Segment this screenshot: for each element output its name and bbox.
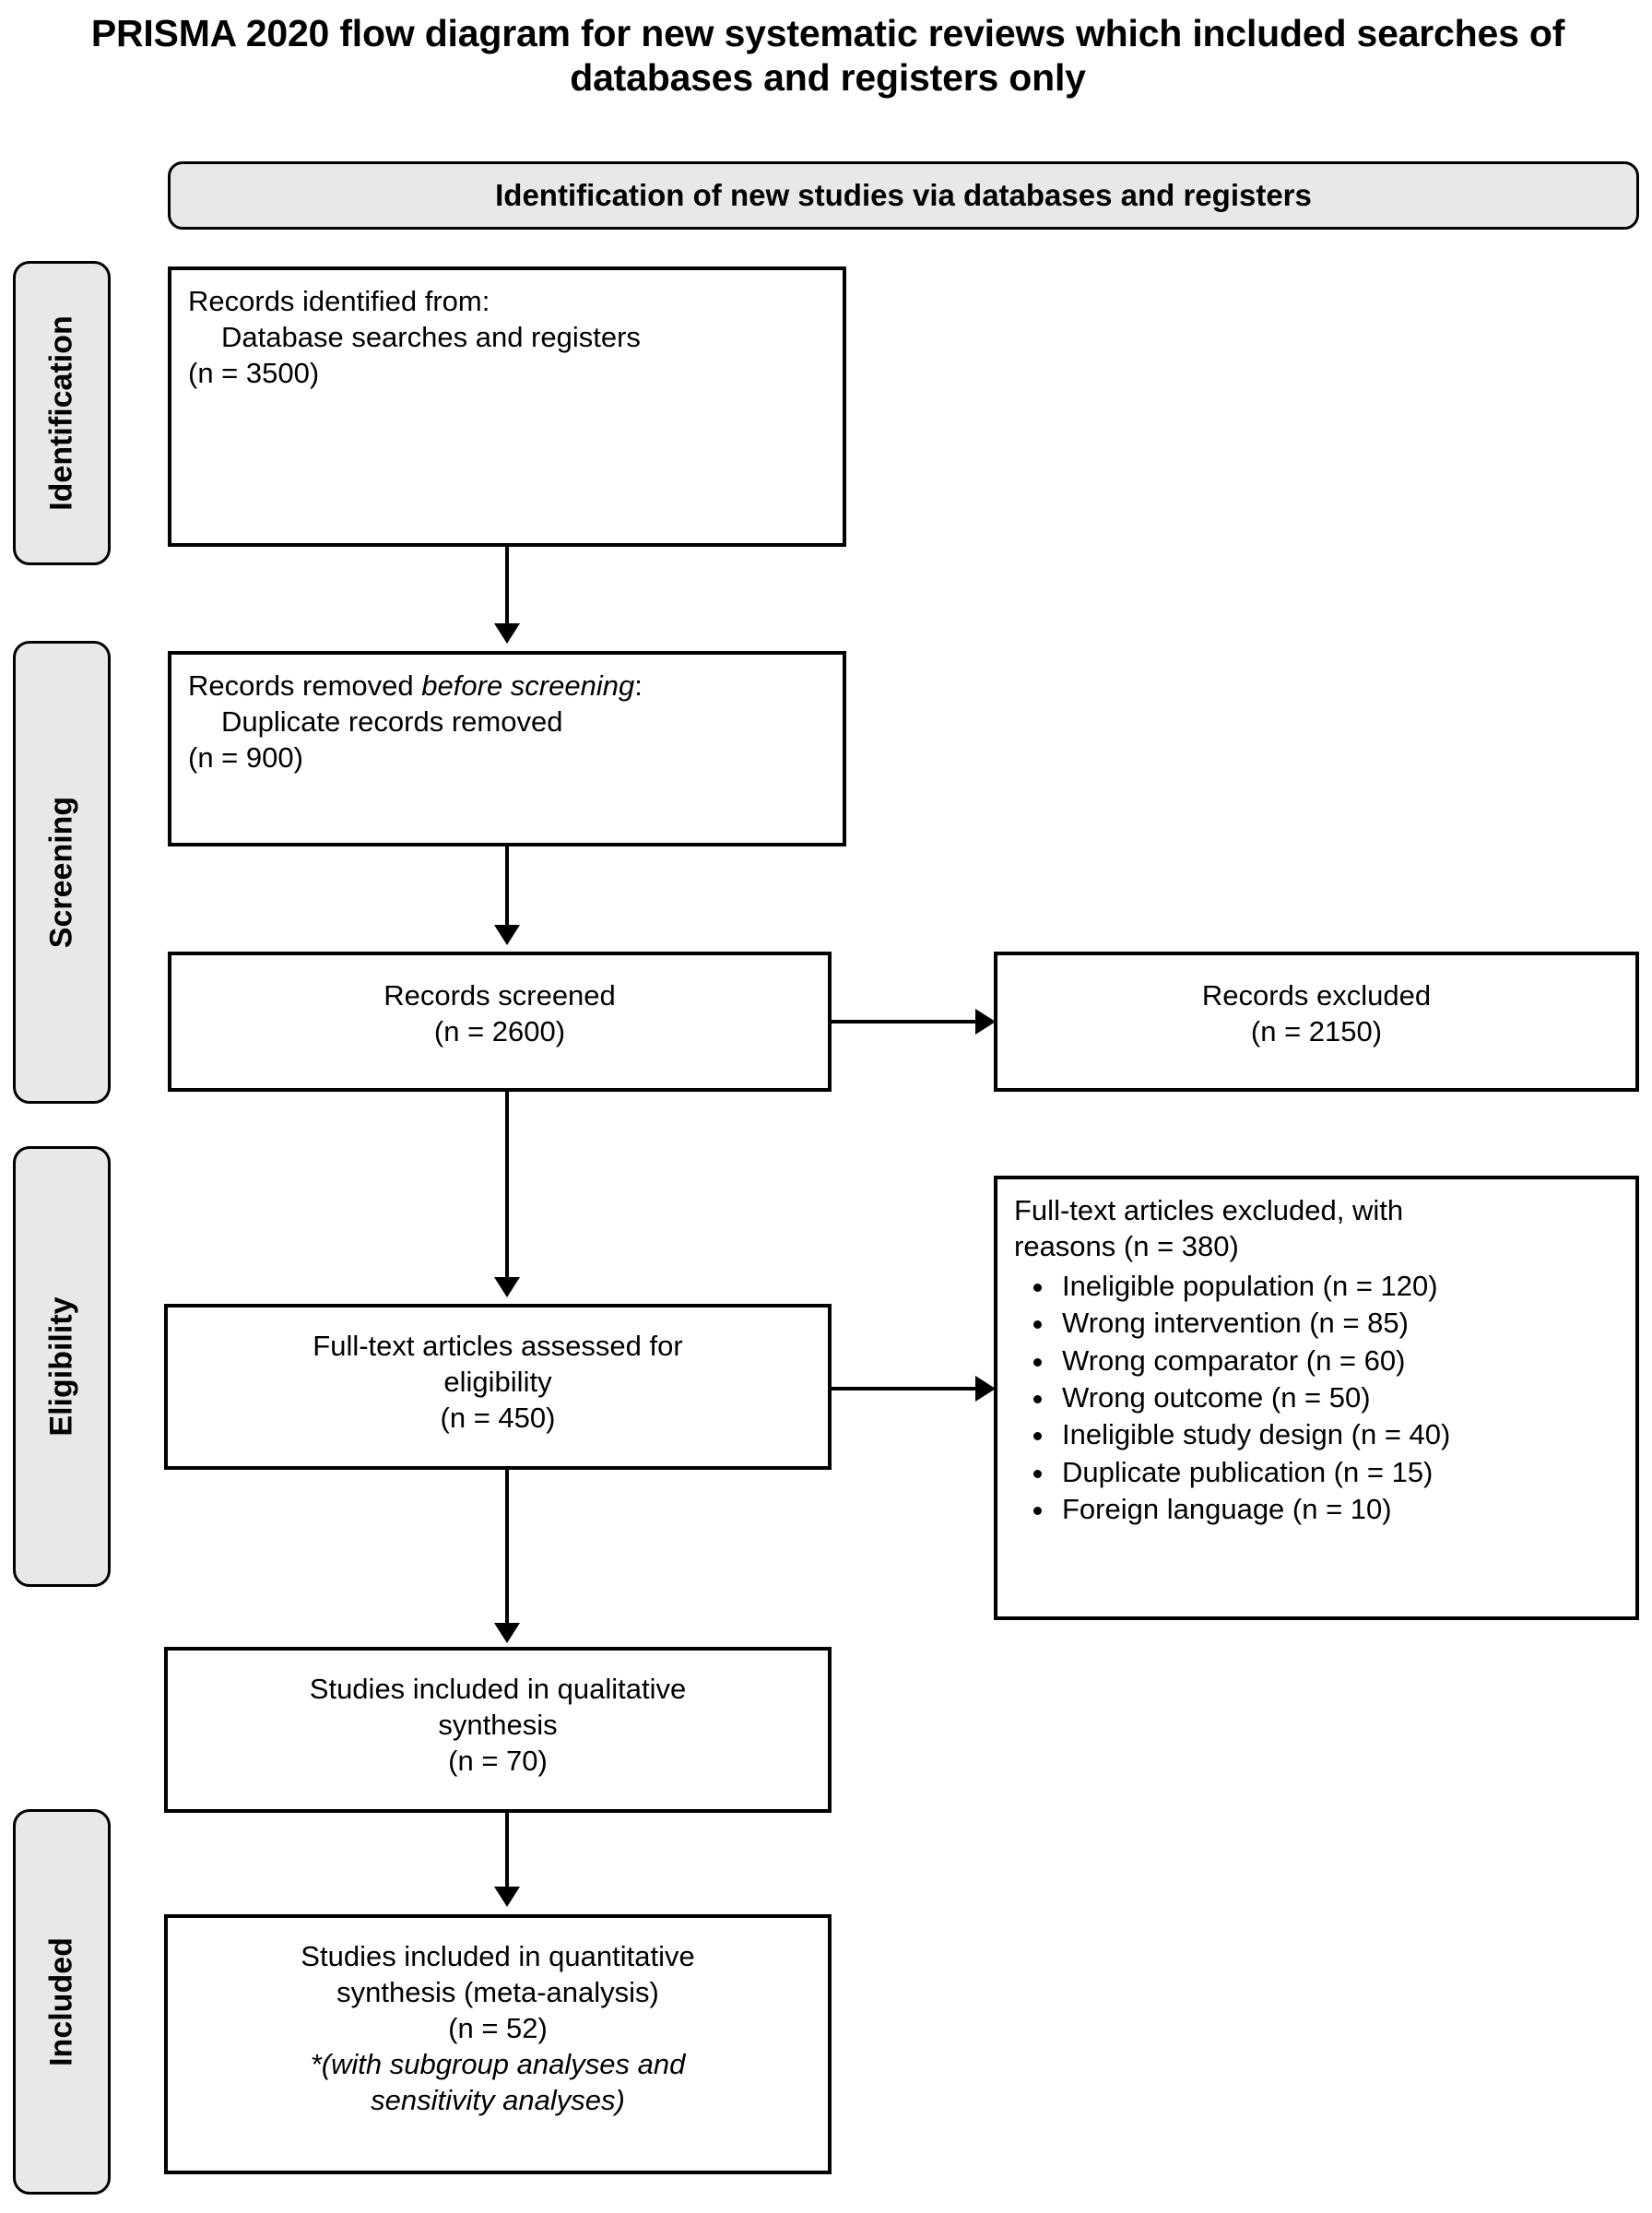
quantitative-line-2: synthesis (meta-analysis) bbox=[336, 1976, 659, 2009]
arrowhead-screened-to-excluded bbox=[975, 1009, 996, 1035]
quantitative-line-4: *(with subgroup analyses and bbox=[310, 2048, 686, 2081]
stage-label-screening bbox=[13, 641, 111, 1104]
records-removed-line-3: (n = 900) bbox=[188, 741, 303, 775]
arrowhead-fulltext-to-excluded bbox=[975, 1376, 996, 1402]
box-quantitative-synthesis bbox=[164, 1914, 832, 2174]
arrowhead-qualitative-to-quantitative bbox=[494, 1887, 520, 1907]
section-header-identification-text: Identification of new studies via databases and registers bbox=[495, 178, 1312, 212]
stage-label-included-text: Included bbox=[43, 1937, 79, 2066]
box-records-excluded bbox=[994, 952, 1639, 1092]
box-records-removed bbox=[168, 651, 846, 846]
qualitative-line-1: Studies included in qualitative bbox=[309, 1673, 687, 1705]
arrowhead-removed-to-screened bbox=[494, 925, 520, 945]
quantitative-line-5: sensitivity analyses) bbox=[371, 2084, 625, 2117]
page-title bbox=[26, 11, 1630, 101]
records-excluded-line-1: Records excluded bbox=[1201, 979, 1432, 1012]
records-removed-line-1-prefix: Records removed bbox=[188, 669, 422, 702]
list-item: • Wrong outcome (n = 50) bbox=[1056, 1379, 1619, 1416]
quantitative-line-1: Studies included in quantitative bbox=[301, 1940, 695, 1972]
connector-fulltext-to-qualitative bbox=[505, 1470, 509, 1638]
list-item: • Ineligible study design (n = 40) bbox=[1056, 1416, 1619, 1453]
list-item: • Duplicate publication (n = 15) bbox=[1056, 1454, 1619, 1491]
qualitative-line-2: synthesis bbox=[438, 1709, 558, 1742]
list-item: • Foreign language (n = 10) bbox=[1056, 1491, 1619, 1528]
fulltext-excluded-line-2: reasons (n = 380) bbox=[1014, 1230, 1239, 1263]
section-header-identification bbox=[168, 161, 1639, 230]
arrowhead-identified-to-removed bbox=[494, 623, 520, 644]
box-records-identified bbox=[168, 266, 846, 547]
quantitative-line-3: (n = 52) bbox=[448, 2012, 548, 2045]
records-removed-line-2: Duplicate records removed bbox=[221, 705, 563, 739]
records-identified-line-3: (n = 3500) bbox=[188, 357, 320, 390]
stage-label-included bbox=[13, 1809, 111, 2195]
stage-label-eligibility bbox=[13, 1146, 111, 1587]
box-fulltext-assessed bbox=[164, 1304, 832, 1470]
page-title-text: PRISMA 2020 flow diagram for new systematic reviews which included searches of databases and registers only bbox=[90, 12, 1565, 100]
connector-screened-to-fulltext bbox=[505, 1092, 509, 1291]
fulltext-assessed-line-2: eligibility bbox=[443, 1366, 552, 1399]
records-removed-line-1 bbox=[188, 668, 826, 704]
stage-label-screening-text: Screening bbox=[43, 796, 79, 949]
fulltext-assessed-line-1: Full-text articles assessed for bbox=[313, 1330, 683, 1362]
connector-screened-to-excluded bbox=[832, 1020, 985, 1024]
records-screened-line-1: Records screened bbox=[384, 979, 616, 1012]
stage-label-identification bbox=[13, 261, 111, 565]
records-identified-line-1: Records identified from: bbox=[188, 285, 490, 317]
arrowhead-screened-to-fulltext bbox=[494, 1277, 520, 1297]
box-qualitative-synthesis bbox=[164, 1647, 832, 1813]
list-item: • Wrong intervention (n = 85) bbox=[1056, 1305, 1619, 1342]
fulltext-excluded-line-1: Full-text articles excluded, with bbox=[1014, 1194, 1404, 1226]
arrowhead-fulltext-to-qualitative bbox=[494, 1623, 520, 1643]
connector-fulltext-to-excluded bbox=[832, 1387, 985, 1391]
qualitative-line-3: (n = 70) bbox=[448, 1745, 548, 1778]
list-item: • Ineligible population (n = 120) bbox=[1056, 1268, 1619, 1305]
records-removed-line-1-suffix: : bbox=[634, 669, 643, 702]
box-fulltext-excluded bbox=[994, 1176, 1639, 1620]
records-identified-line-2: Database searches and registers bbox=[221, 321, 641, 354]
list-item: • Wrong comparator (n = 60) bbox=[1056, 1343, 1619, 1379]
records-screened-line-2: (n = 2600) bbox=[433, 1015, 566, 1048]
stage-label-eligibility-text: Eligibility bbox=[43, 1296, 79, 1437]
fulltext-assessed-line-3: (n = 450) bbox=[440, 1402, 556, 1435]
records-removed-line-1-italic: before screening bbox=[421, 669, 635, 702]
box-records-screened bbox=[168, 952, 832, 1092]
stage-label-identification-text: Identification bbox=[43, 315, 79, 511]
fulltext-excluded-reasons-list bbox=[1014, 1268, 1619, 1528]
records-excluded-line-2: (n = 2150) bbox=[1250, 1015, 1383, 1048]
